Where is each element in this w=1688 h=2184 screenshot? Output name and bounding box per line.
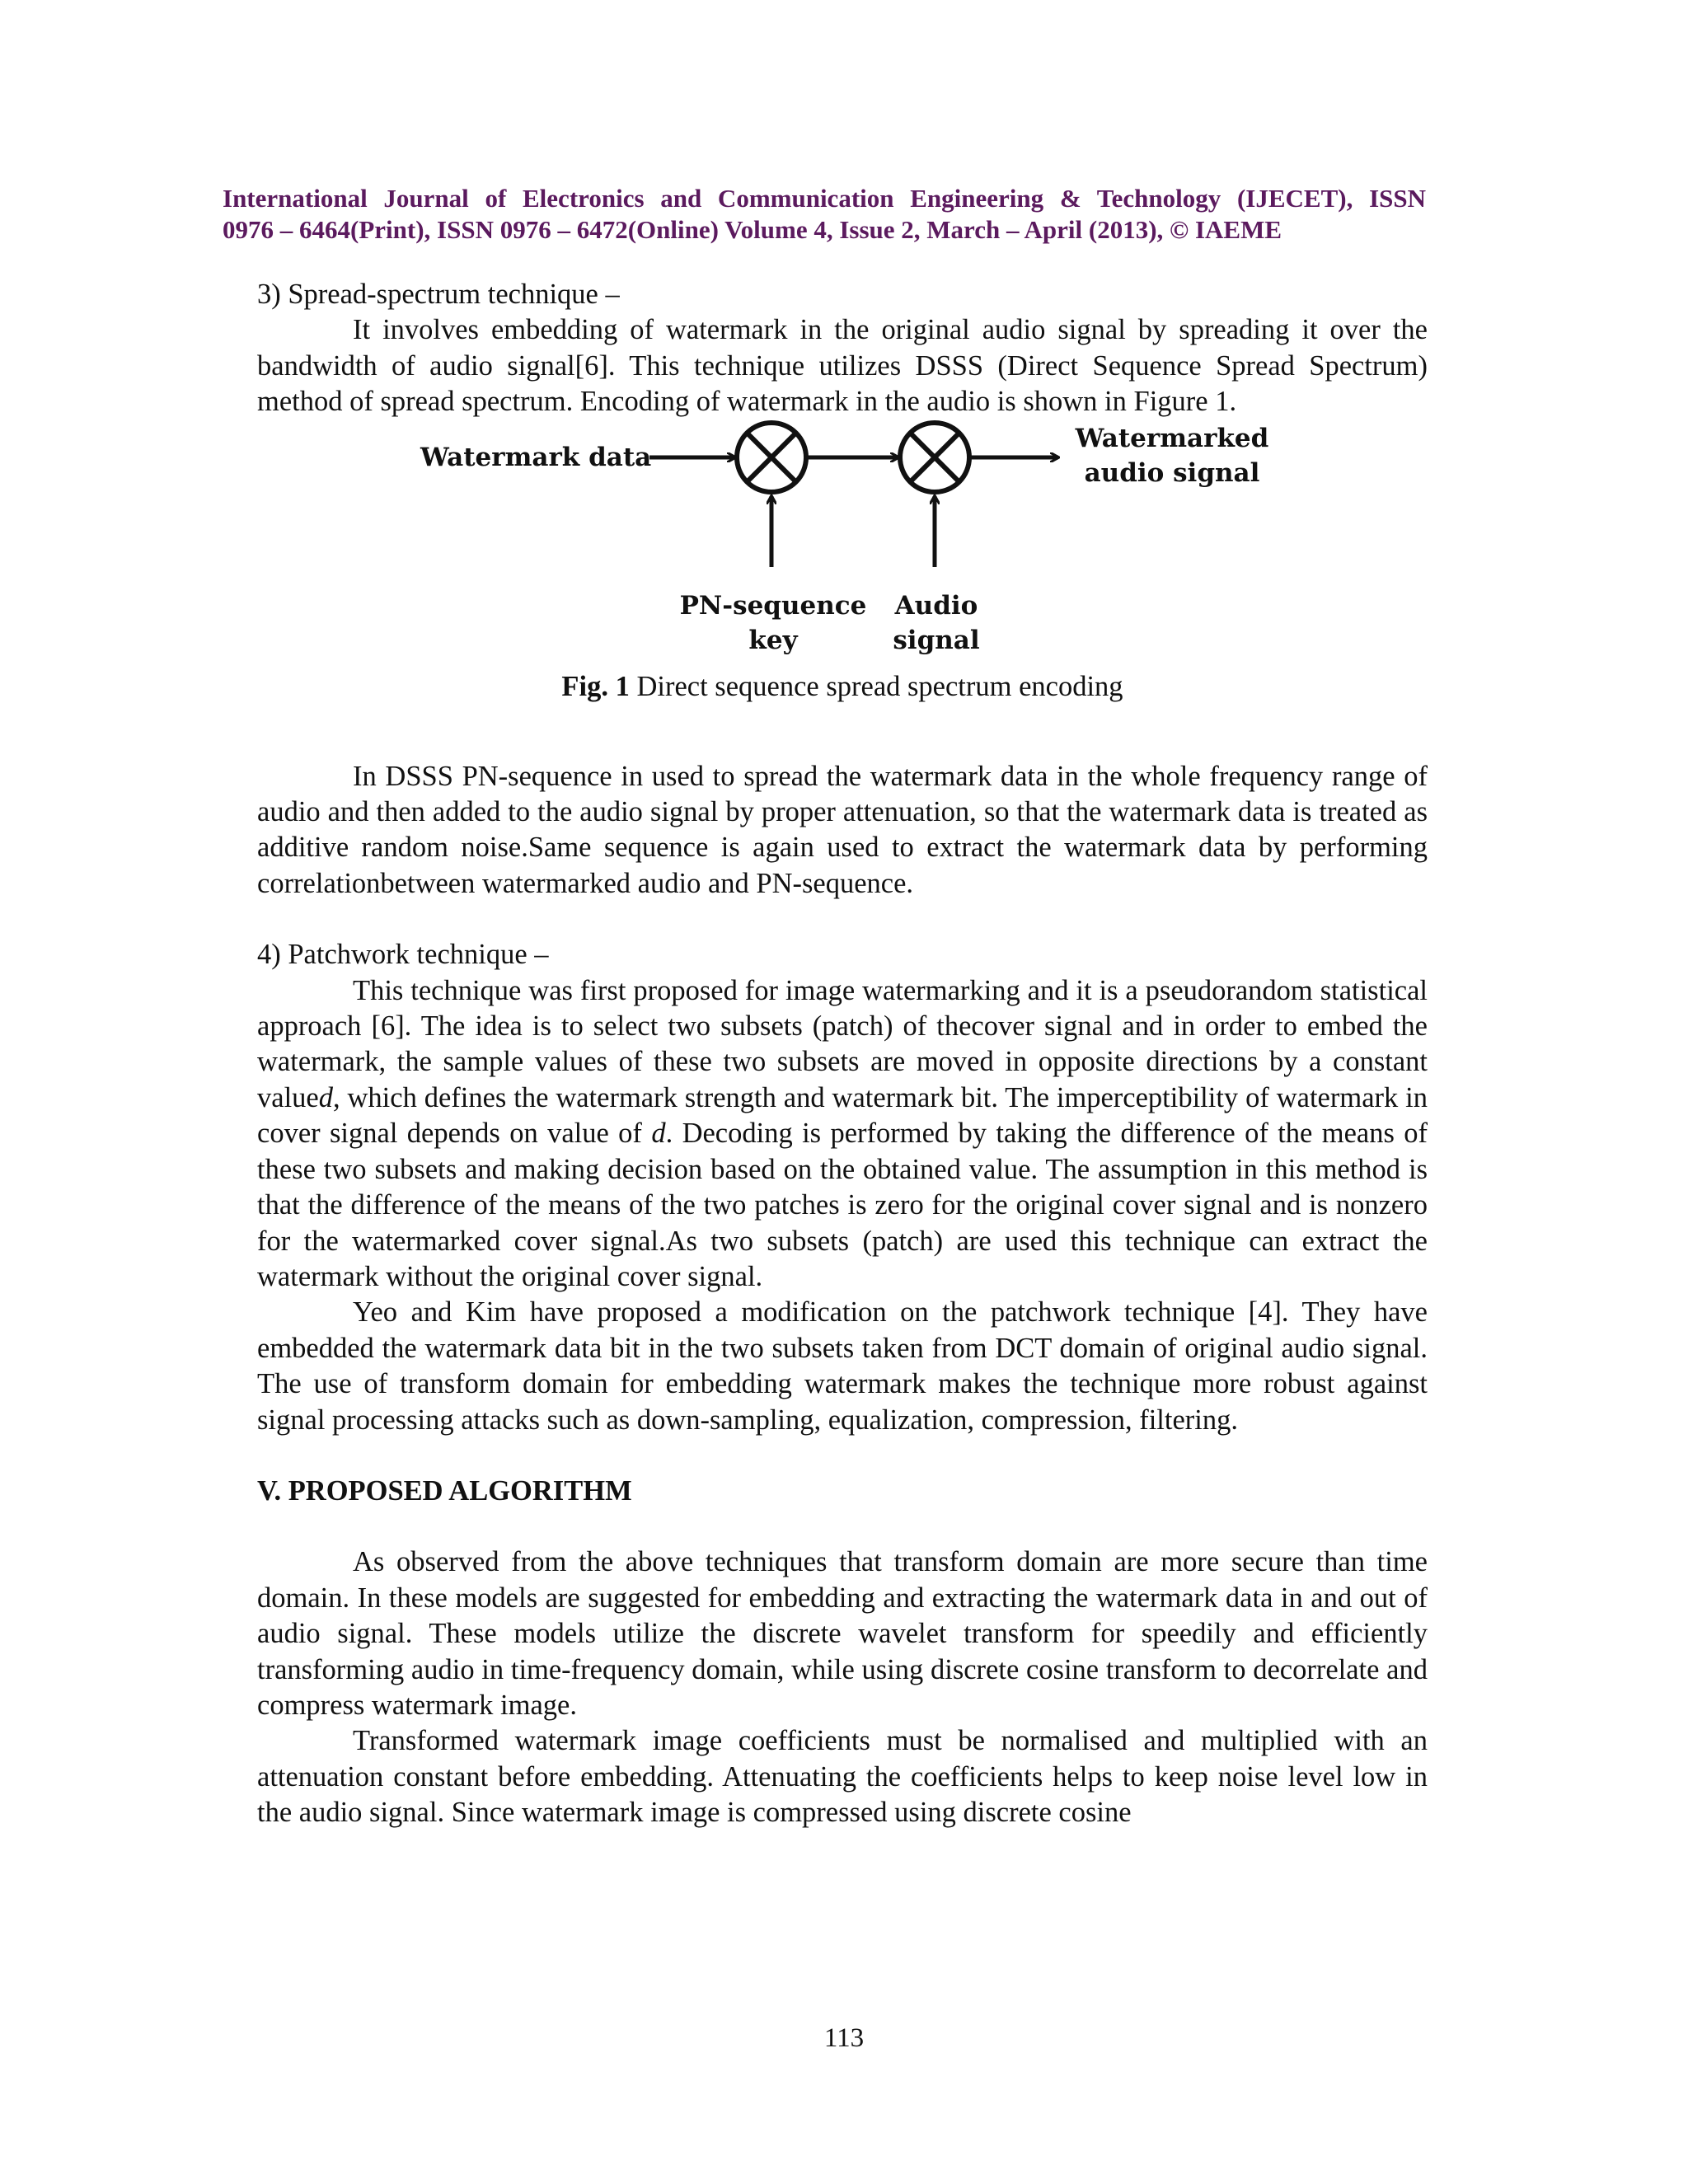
- figure-caption-text: Direct sequence spread spectrum encoding: [629, 670, 1123, 702]
- patchwork-text-c: . Decoding is performed by taking the difference of the means of these two subsets and making decision based on the obtained value. The assumption in this method is that the difference of the means of the two patches is zero for the original cover signal and is nonzero for the watermarked cover signal.As two subsets (patch) are used this technique can extract the watermark without the original cover signal.: [257, 1118, 1428, 1292]
- section-heading-spread-spectrum: 3) Spread-spectrum technique –: [257, 279, 620, 310]
- figure-dsss-diagram: [257, 420, 1428, 724]
- paragraph-dsss: In DSSS PN-sequence in used to spread the watermark data in the whole frequency range of audio and then added to the audio signal by proper attenuation, so that the watermark data is treated as additive random noise.Same sequence is again used to extract the watermark data by performing correlationbetween watermarked audio and PN-sequence.: [257, 760, 1428, 899]
- paragraph-proposed-2: Transformed watermark image coefficients must be normalised and multiplied with an attenuation constant before embedding. Attenuating the coefficients helps to keep noise level low in the audio signal. Since watermark image is compressed using discrete cosine: [257, 1725, 1428, 1829]
- paragraph-patchwork-2: Yeo and Kim have proposed a modification on the patchwork technique [4]. They have embedded the watermark data bit in the two subsets taken from DCT domain of original audio signal. The use of transform domain for embedding watermark makes the technique more robust against signal processing attacks such as down-sampling, equalization, compression, filtering.: [257, 1296, 1428, 1436]
- multiplier-2: [900, 423, 969, 492]
- multiplier-1: [737, 423, 806, 492]
- label-pn-line2: key: [748, 625, 798, 655]
- paragraph-patchwork-1: [257, 973, 1428, 1296]
- patchwork-text-b: , which defines the watermark strength and watermark bit. The imperceptibility of watermark in cover signal depends on value of: [257, 1081, 1428, 1150]
- label-pn-line1: PN-sequence: [679, 590, 867, 621]
- label-watermark-data: Watermark data: [420, 442, 652, 472]
- label-audio-line2: signal: [893, 625, 980, 655]
- figure-caption: [561, 671, 1123, 702]
- journal-header-line1: International Journal of Electronics and Communication Engineering & Technology (IJECET), ISSN: [223, 184, 1426, 213]
- page-number: 113: [823, 2023, 865, 2053]
- paragraph-spread-spectrum: It involves embedding of watermark in the original audio signal by spreading it over the bandwidth of audio signal[6]. This technique utilizes DSSS (Direct Sequence Spread Spectrum) method of spread spectrum. Encoding of watermark in the audio is shown in Figure 1.: [257, 314, 1428, 418]
- patchwork-text-a: This technique was first proposed for image watermarking and it is a pseudorandom statistical approach [6]. The idea is to select two subsets (patch) of thecover signal and in order to embed the watermark, the sample values of these two subsets are moved in opposite directions by a constant value: [257, 974, 1428, 1113]
- section-heading-patchwork: 4) Patchwork technique –: [257, 939, 549, 971]
- dsss-diagram: [257, 420, 1428, 724]
- symbol-d-1: d: [318, 1081, 333, 1113]
- label-watermarked-line1: Watermarked: [1075, 423, 1269, 453]
- paragraph-proposed-1: As observed from the above techniques that transform domain are more secure than time domain. In these models are suggested for embedding and extracting the watermark data in and out of audio signal. These models utilize the discrete wavelet transform for speedily and efficiently transforming audio in time-frequency domain, while using discrete cosine transform to decorrelate and compress watermark image.: [257, 1546, 1428, 1721]
- section-title-proposed-algorithm: V. PROPOSED ALGORITHM: [257, 1474, 632, 1507]
- journal-header-line2: 0976 – 6464(Print), ISSN 0976 – 6472(Online) Volume 4, Issue 2, March – April (2013), © IAEME: [223, 215, 1282, 244]
- figure-caption-number: Fig. 1: [561, 670, 630, 702]
- label-audio-line1: Audio: [894, 590, 978, 621]
- label-watermarked-line2: audio signal: [1084, 457, 1260, 488]
- page-content: [257, 277, 1428, 1831]
- journal-header: [223, 183, 1426, 246]
- symbol-d-2: d: [651, 1118, 666, 1150]
